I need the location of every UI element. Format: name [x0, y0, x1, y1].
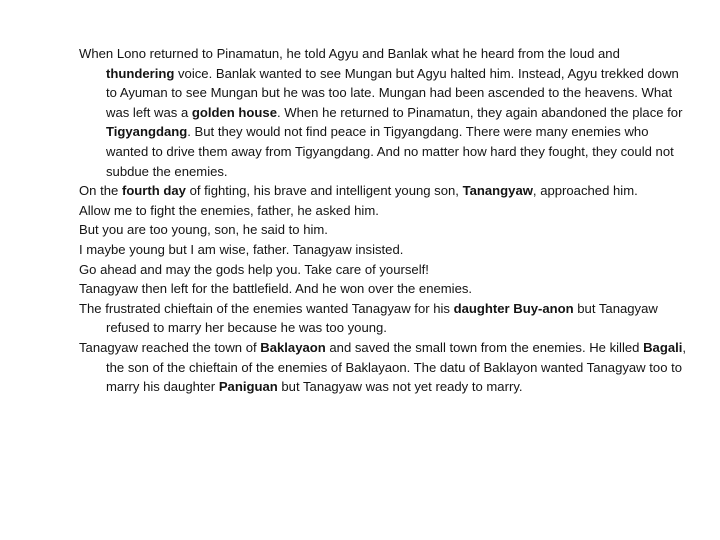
paragraph-baklayaon: Tanagyaw reached the town of Baklayaon and saved the small town from the enemies. He killed Bagali, the son of the chieftain of the enemies of Baklayaon. The datu of Baklayon wanted Tanagyaw too to marry his daughter Paniguan but Tanagyaw was not yet ready to marry.	[79, 339, 687, 395]
paragraph-buy-anon: The frustrated chieftain of the enemies wanted Tanagyaw for his daughter Buy-anon but Tanagyaw refused to marry her because he was too young.	[79, 300, 658, 336]
story-text-body	[79, 44, 687, 397]
paragraph-too-young: But you are too young, son, he said to him.	[79, 222, 328, 238]
paragraph-fourth-day: On the fourth day of fighting, his brave and intelligent young son, Tanangyaw, approached him.	[79, 183, 638, 199]
paragraph-allow-me: Allow me to fight the enemies, father, he asked him.	[79, 202, 379, 218]
paragraph-go-ahead: Go ahead and may the gods help you. Take care of yourself!	[79, 261, 429, 277]
paragraph-battlefield: Tanagyaw then left for the battlefield. And he won over the enemies.	[79, 281, 473, 297]
paragraph-lono-returns: When Lono returned to Pinamatun, he told Agyu and Banlak what he heard from the loud and thundering voice. Banlak wanted to see Mungan but Agyu halted him. Instead, Agyu trekked down to Ayuman to see Mungan but he was too late. Mungan had been ascended to the heavens. What was left was a golden house. When he returned to Pinamatun, they again abandoned the place for Tigyangdang. But they would not find peace in Tigyangdang. There were many enemies who wanted to drive them away from Tigyangdang. And no matter how hard they fought, they could not subdue the enemies.	[79, 46, 683, 179]
paragraph-wise: I maybe young but I am wise, father. Tanagyaw insisted.	[79, 241, 404, 257]
